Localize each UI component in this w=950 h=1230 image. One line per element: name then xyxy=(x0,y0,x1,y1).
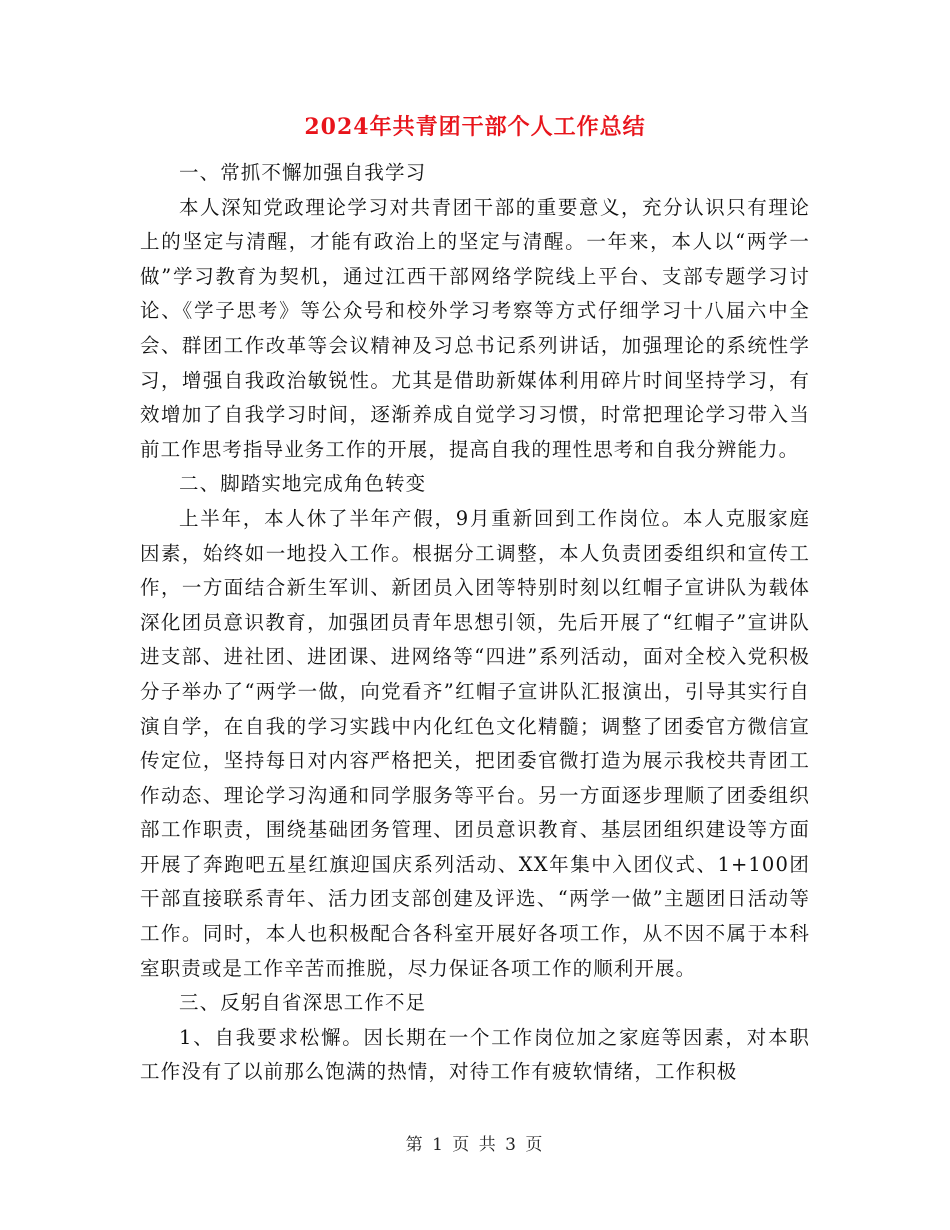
page-number-footer: 第 1 页 共 3 页 xyxy=(405,1135,545,1155)
paragraph-1: 本人深知党政理论学习对共青团干部的重要意义，充分认识只有理论上的坚定与清醒，才能有政治上的坚定与清醒。一年来，本人以“两学一做”学习教育为契机，通过江西干部网络学院线上平台、支部专题学习讨论、《学子思考》等公众号和校外学习考察等方式仔细学习十八届六中全会、群团工作改革等会议精神及习总书记系列讲话，加强理论的系统性学习，增强自我政治敏锐性。尤其是借助新媒体利用碎片时间坚持学习，有效增加了自我学习时间，逐渐养成自觉学习习惯，时常把理论学习带入当前工作思考指导业务工作的开展，提高自我的理性思考和自我分辨能力。 xyxy=(140,195,810,461)
paragraph-2: 上半年，本人休了半年产假，9月重新回到工作岗位。本人克服家庭因素，始终如一地投入工作。根据分工调整，本人负责团委组织和宣传工作，一方面结合新生军训、新团员入团等特别时刻以红帽子宣讲队为载体深化团员意识教育，加强团员青年思想引领，先后开展了“红帽子”宣讲队进支部、进社团、进团课、进网络等“四进”系列活动，面对全校入党积极分子举办了“两学一做，向党看齐”红帽子宣讲队汇报演出，引导其实行自演自学，在自我的学习实践中内化红色文化精髓；调整了团委官方微信宣传定位，坚持每日对内容严格把关，把团委官微打造为展示我校共青团工作动态、理论学习沟通和同学服务等平台。另一方面逐步理顺了团委组织部工作职责，围绕基础团务管理、团员意识教育、基层团组织建设等方面开展了奔跑吧五星红旗迎国庆系列活动、XX年集中入团仪式、1+100团干部直接联系青年、活力团支部创建及评选、“两学一做”主题团日活动等工作。同时，本人也积极配合各科室开展好各项工作，从不因不属于本科室职责或是工作辛苦而推脱，尽力保证各项工作的顺利开展。 xyxy=(140,506,810,980)
section-heading-3: 三、反躬自省深思工作不足 xyxy=(179,991,427,1015)
section-heading-1: 一、常抓不懈加强自我学习 xyxy=(179,161,427,184)
document-title: 2024年共青团干部个人工作总结 xyxy=(304,114,646,140)
document-body xyxy=(140,156,810,1090)
paragraph-3: 1、自我要求松懈。因长期在一个工作岗位加之家庭等因素，对本职工作没有了以前那么饱满的热情，对待工作有疲软情绪，工作积极 xyxy=(140,1025,810,1084)
section-heading-2: 二、脚踏实地完成角色转变 xyxy=(179,472,427,496)
